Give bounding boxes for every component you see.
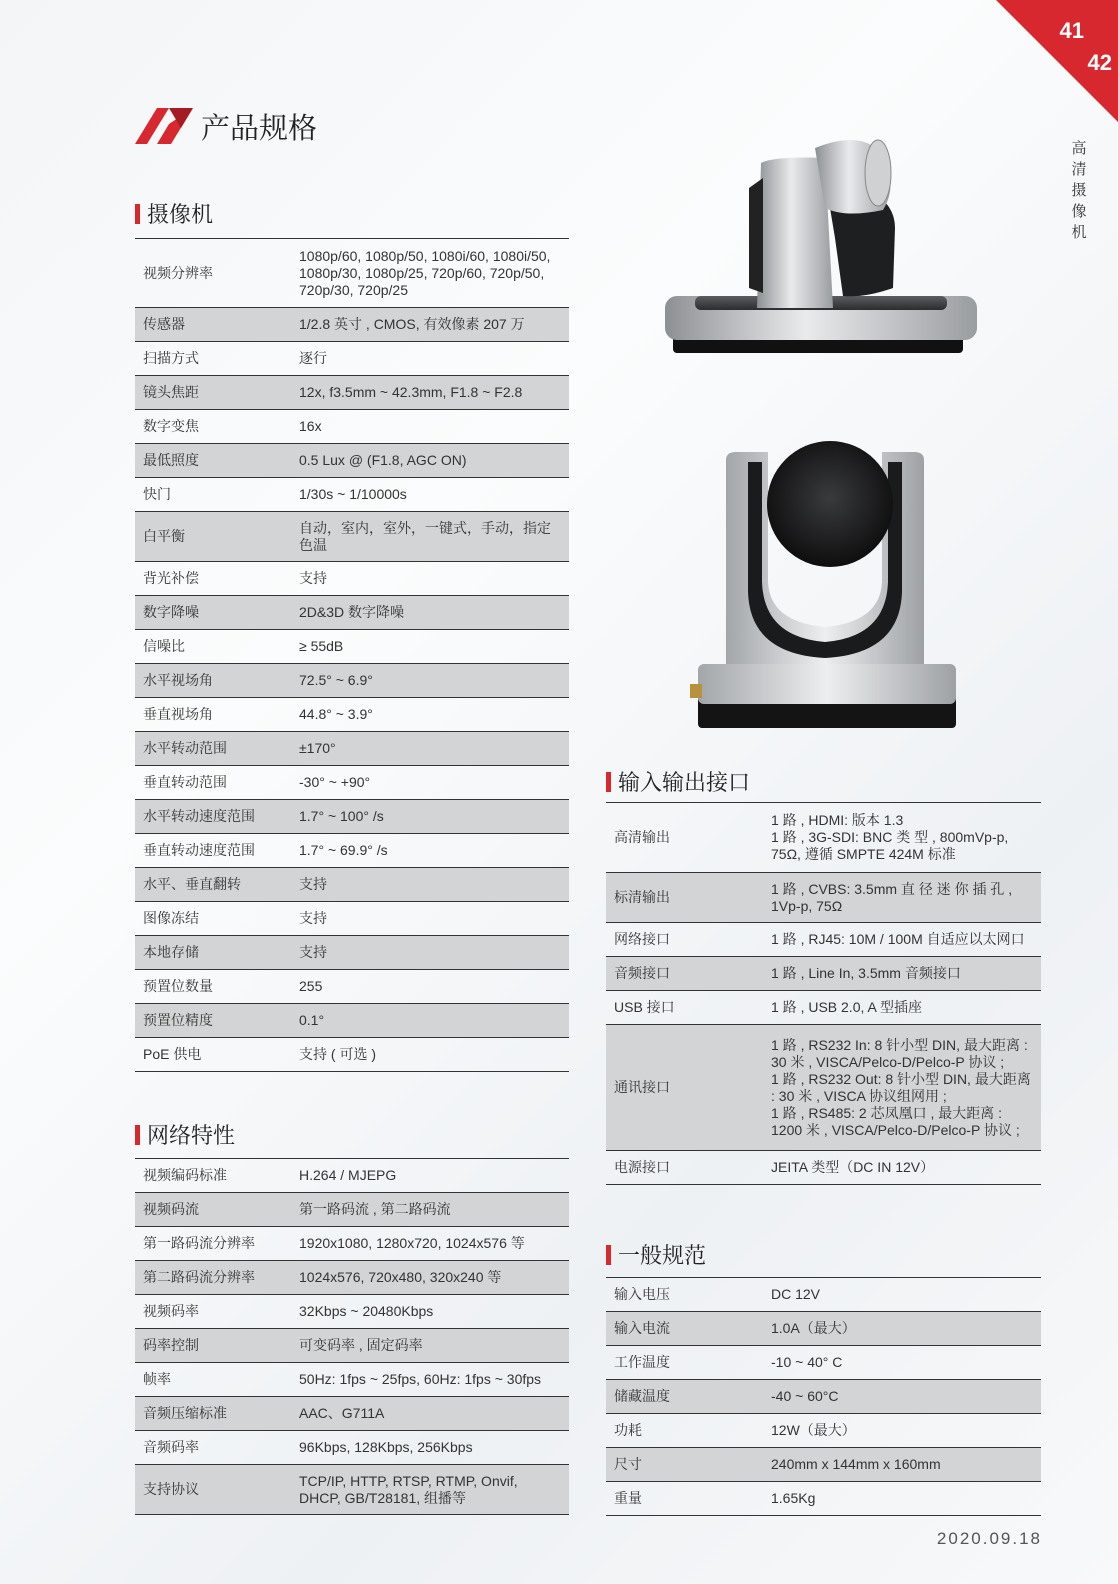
table-row [606, 873, 1041, 923]
spec-value: 1.7° ~ 100° /s [291, 800, 569, 834]
camera-section-title-text: 摄像机 [147, 203, 214, 228]
page-number-left: 41 [1059, 18, 1084, 43]
spec-key: 第二路码流分辨率 [135, 1261, 291, 1295]
table-row [606, 1151, 1041, 1185]
spec-value: DC 12V [763, 1278, 1041, 1312]
table-row [135, 1295, 569, 1329]
table-row [135, 1261, 569, 1295]
page-title-text: 产品规格 [201, 110, 318, 145]
spec-value: 逐行 [291, 342, 569, 376]
table-row [135, 1329, 569, 1363]
spec-value: 1 路 , HDMI: 版本 1.3 1 路 , 3G-SDI: BNC 类 型 , 800mVp-p, 75Ω, 遵循 SMPTE 424M 标准 [763, 803, 1041, 873]
spec-value: 12W（最大） [763, 1414, 1041, 1448]
spec-key: 水平转动速度范围 [135, 800, 291, 834]
spec-key: 白平衡 [135, 512, 291, 562]
spec-key: 音频接口 [606, 957, 763, 991]
spec-key: 水平、垂直翻转 [135, 868, 291, 902]
spec-key: 背光补偿 [135, 562, 291, 596]
table-row [135, 562, 569, 596]
spec-value: 第一路码流 , 第二路码流 [291, 1193, 569, 1227]
spec-value: 16x [291, 410, 569, 444]
spec-key: 视频码流 [135, 1193, 291, 1227]
spec-key: 预置位数量 [135, 970, 291, 1004]
table-row [135, 698, 569, 732]
spec-value: 1 路 , RJ45: 10M / 100M 自适应以太网口 [763, 923, 1041, 957]
general-spec-table [606, 1277, 1041, 1516]
spec-key: 尺寸 [606, 1448, 763, 1482]
io-section-title [606, 766, 750, 797]
spec-value: 自动，室内，室外，一键式，手动，指定色温 [291, 512, 569, 562]
spec-key: 帧率 [135, 1363, 291, 1397]
table-row [135, 1363, 569, 1397]
table-row [606, 803, 1041, 873]
table-row [135, 1227, 569, 1261]
camera-front-view-image [690, 432, 960, 732]
spec-value: 1920x1080, 1280x720, 1024x576 等 [291, 1227, 569, 1261]
spec-key: USB 接口 [606, 991, 763, 1025]
spec-value: 1.0A（最大） [763, 1312, 1041, 1346]
section-marker [606, 1245, 611, 1265]
table-row [135, 732, 569, 766]
spec-key: 视频编码标准 [135, 1159, 291, 1193]
spec-key: 重量 [606, 1482, 763, 1516]
table-row [135, 1465, 569, 1515]
side-label: 高清摄像机 [1071, 139, 1087, 241]
io-spec-table [606, 802, 1041, 1185]
spec-key: 输入电压 [606, 1278, 763, 1312]
table-row [135, 512, 569, 562]
table-row [135, 239, 569, 308]
spec-key: 最低照度 [135, 444, 291, 478]
spec-key: 视频分辨率 [135, 239, 291, 308]
spec-value: 50Hz: 1fps ~ 25fps, 60Hz: 1fps ~ 30fps [291, 1363, 569, 1397]
spec-value: 支持 [291, 902, 569, 936]
spec-key: 标清输出 [606, 873, 763, 923]
spec-value: 240mm x 144mm x 160mm [763, 1448, 1041, 1482]
spec-key: 垂直视场角 [135, 698, 291, 732]
io-section-title-text: 输入输出接口 [618, 771, 751, 796]
spec-value: JEITA 类型（DC IN 12V） [763, 1151, 1041, 1185]
table-row [135, 936, 569, 970]
spec-key: 音频压缩标准 [135, 1397, 291, 1431]
table-row [606, 1380, 1041, 1414]
general-section-title-text: 一般规范 [618, 1244, 707, 1269]
spec-key: 码率控制 [135, 1329, 291, 1363]
table-row [606, 1312, 1041, 1346]
spec-value: 1.7° ~ 69.9° /s [291, 834, 569, 868]
spec-value: 0.1° [291, 1004, 569, 1038]
spec-key: 支持协议 [135, 1465, 291, 1515]
spec-value: -10 ~ 40° C [763, 1346, 1041, 1380]
spec-value: 44.8° ~ 3.9° [291, 698, 569, 732]
table-row [135, 444, 569, 478]
spec-key: 数字降噪 [135, 596, 291, 630]
table-row [135, 664, 569, 698]
camera-side-view-image [665, 118, 977, 358]
spec-key: 通讯接口 [606, 1025, 763, 1151]
table-row [135, 1397, 569, 1431]
spec-value: 2D&3D 数字降噪 [291, 596, 569, 630]
spec-value: 1/2.8 英寸 , CMOS, 有效像素 207 万 [291, 308, 569, 342]
spec-value: 1 路 , Line In, 3.5mm 音频接口 [763, 957, 1041, 991]
table-row [606, 1346, 1041, 1380]
publication-date: 2020.09.18 [936, 1529, 1042, 1548]
spec-value: 支持 ( 可选 ) [291, 1038, 569, 1072]
table-row [135, 1431, 569, 1465]
spec-key: 工作温度 [606, 1346, 763, 1380]
spec-key: 输入电流 [606, 1312, 763, 1346]
table-row [135, 478, 569, 512]
spec-value: 支持 [291, 868, 569, 902]
spec-key: 镜头焦距 [135, 376, 291, 410]
spec-value: -30° ~ +90° [291, 766, 569, 800]
camera-section-title [135, 198, 213, 229]
spec-key: 预置位精度 [135, 1004, 291, 1038]
spec-key: 水平视场角 [135, 664, 291, 698]
spec-value: 12x, f3.5mm ~ 42.3mm, F1.8 ~ F2.8 [291, 376, 569, 410]
table-row [135, 1038, 569, 1072]
spec-value: 可变码率 , 固定码率 [291, 1329, 569, 1363]
section-marker [135, 204, 140, 224]
spec-key: 高清输出 [606, 803, 763, 873]
table-row [135, 902, 569, 936]
table-row [135, 868, 569, 902]
spec-value: H.264 / MJEPG [291, 1159, 569, 1193]
spec-value: 96Kbps, 128Kbps, 256Kbps [291, 1431, 569, 1465]
spec-key: 储藏温度 [606, 1380, 763, 1414]
spec-key: 图像冻结 [135, 902, 291, 936]
camera-spec-table [135, 238, 569, 1072]
spec-key: 本地存储 [135, 936, 291, 970]
network-section-title [135, 1119, 235, 1150]
spec-value: 1.65Kg [763, 1482, 1041, 1516]
spec-key: 垂直转动范围 [135, 766, 291, 800]
table-row [606, 1414, 1041, 1448]
spec-value: 支持 [291, 936, 569, 970]
spec-key: 电源接口 [606, 1151, 763, 1185]
page-title [135, 106, 317, 146]
spec-value: 1 路 , CVBS: 3.5mm 直 径 迷 你 插 孔 , 1Vp-p, 75Ω [763, 873, 1041, 923]
table-row [606, 991, 1041, 1025]
table-row [135, 834, 569, 868]
table-row [606, 1448, 1041, 1482]
table-row [606, 1482, 1041, 1516]
spec-value: TCP/IP, HTTP, RTSP, RTMP, Onvif, DHCP, GB/T28181, 组播等 [291, 1465, 569, 1515]
spec-key: 传感器 [135, 308, 291, 342]
spec-value: 1 路 , USB 2.0, A 型插座 [763, 991, 1041, 1025]
spec-key: 数字变焦 [135, 410, 291, 444]
table-row [135, 596, 569, 630]
table-row [135, 630, 569, 664]
spec-value: 72.5° ~ 6.9° [291, 664, 569, 698]
spec-value: 支持 [291, 562, 569, 596]
table-row [606, 957, 1041, 991]
table-row [135, 766, 569, 800]
spec-value: 32Kbps ~ 20480Kbps [291, 1295, 569, 1329]
spec-value: ±170° [291, 732, 569, 766]
table-row [135, 970, 569, 1004]
section-marker [606, 772, 611, 792]
network-spec-table [135, 1158, 569, 1515]
spec-value: 1 路 , RS232 In: 8 针小型 DIN, 最大距离 : 30 米 , VISCA/Pelco-D/Pelco-P 协议 ; 1 路 , RS232 Out: 8 针小型 DIN, 最大距离 : 30 米 , VISCA 协议组网用 ; 1 路 , RS485: 2 芯凤凰口 , 最大距离 : 1200 米 , VISCA/Pelco-D/Pelco-P 协议 ; [763, 1025, 1041, 1151]
spec-value: 255 [291, 970, 569, 1004]
general-section-title [606, 1239, 706, 1270]
spec-value: 1080p/60, 1080p/50, 1080i/60, 1080i/50, 1080p/30, 1080p/25, 720p/60, 720p/50, 720p/30, 720p/25 [291, 239, 569, 308]
spec-key: 扫描方式 [135, 342, 291, 376]
spec-key: 视频码率 [135, 1295, 291, 1329]
table-row [606, 923, 1041, 957]
table-row [135, 1159, 569, 1193]
spec-key: 水平转动范围 [135, 732, 291, 766]
spec-value: AAC、G711A [291, 1397, 569, 1431]
table-row [135, 376, 569, 410]
table-row [606, 1025, 1041, 1151]
spec-key: 垂直转动速度范围 [135, 834, 291, 868]
spec-key: 信噪比 [135, 630, 291, 664]
network-section-title-text: 网络特性 [147, 1124, 236, 1149]
table-row [135, 410, 569, 444]
spec-key: 功耗 [606, 1414, 763, 1448]
spec-key: 网络接口 [606, 923, 763, 957]
table-row [606, 1278, 1041, 1312]
page-number-right: 42 [1087, 50, 1112, 75]
spec-value: 1024x576, 720x480, 320x240 等 [291, 1261, 569, 1295]
brand-logo-icon [135, 108, 193, 144]
section-marker [135, 1125, 140, 1145]
spec-value: 1/30s ~ 1/10000s [291, 478, 569, 512]
spec-key: 快门 [135, 478, 291, 512]
table-row [135, 342, 569, 376]
spec-key: PoE 供电 [135, 1038, 291, 1072]
spec-key: 第一路码流分辨率 [135, 1227, 291, 1261]
spec-value: ≥ 55dB [291, 630, 569, 664]
table-row [135, 1004, 569, 1038]
table-row [135, 800, 569, 834]
table-row [135, 1193, 569, 1227]
spec-value: 0.5 Lux @ (F1.8, AGC ON) [291, 444, 569, 478]
spec-value: -40 ~ 60°C [763, 1380, 1041, 1414]
table-row [135, 308, 569, 342]
spec-key: 音频码率 [135, 1431, 291, 1465]
